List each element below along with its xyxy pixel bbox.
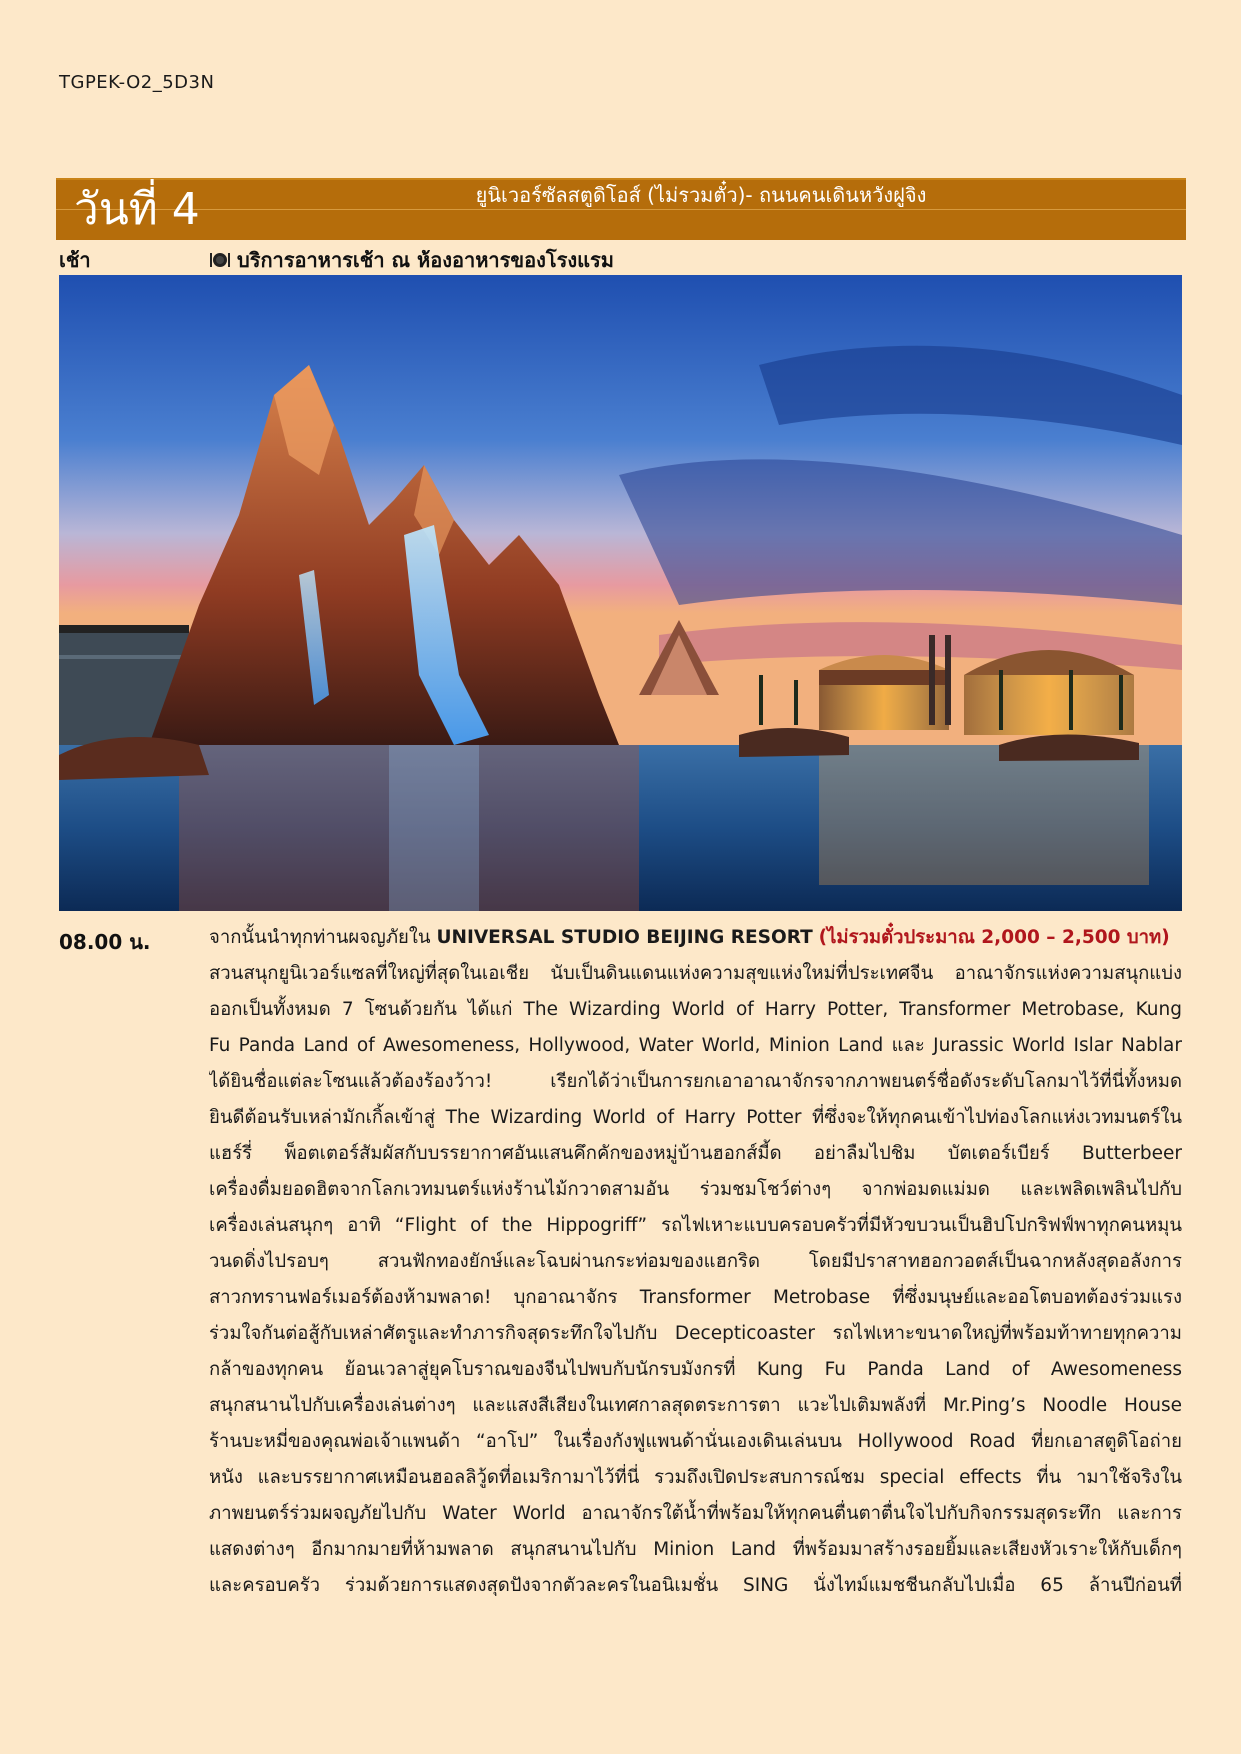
description-line: แสดงต่างๆ อีกมากมายที่ห้ามพลาด สนุกสนานไปกับ Minion Land ที่พร้อมมาสร้างรอยยิ้มและเสียงหัวเราะให้กับเด็กๆ xyxy=(209,1539,1182,1560)
description-line: เครื่องดื่มยอดฮิตจากโลกเวทมนตร์แห่งร้านไม้กวาดสามอัน ร่วมชมโชว์ต่างๆ จากพ่อมดแม่มด และเพลิดเพลินไปกับ xyxy=(209,1179,1182,1200)
description-line: สวนสนุกยูนิเวอร์แซลที่ใหญ่ที่สุดในเอเชีย นับเป็นดินแดนแห่งความสุขแห่งใหม่ที่ประเทศจีน อาณาจักรแห่งความสนุกแบ่ง xyxy=(209,963,1182,984)
intro-text: จากนั้นนำทุกท่านผจญภัยใน xyxy=(209,927,431,948)
description-line: และครอบครัว ร่วมด้วยการแสดงสุดปังจากตัวละครในอนิเมชั่น SING นั่งไทม์แมชชีนกลับไปเมื่อ 65 ล้านปีก่อนที่ xyxy=(209,1575,1182,1596)
morning-label: เช้า xyxy=(59,248,91,272)
theme-park-photo xyxy=(59,275,1182,911)
tour-code: TGPEK-O2_5D3N xyxy=(59,72,215,93)
day-title: ยูนิเวอร์ซัลสตูดิโอส์ (ไม่รวมตั๋ว)- ถนนคนเดินหวังฝูจิง xyxy=(475,183,927,207)
day-label: วันที่ 4 xyxy=(74,184,200,235)
description-line: ภาพยนตร์ร่วมผจญภัยไปกับ Water World อาณาจักรใต้น้ำที่พร้อมให้ทุกคนตื่นตาตื่นใจไปกับกิจกรรมสุดระทึก และการ xyxy=(209,1503,1182,1524)
time-label: 08.00 น. xyxy=(59,930,151,954)
description-line: กล้าของทุกคน ย้อนเวลาสู่ยุคโบราณของจีนไปพบกับนักรบมังกรที่ Kung Fu Panda Land of Awesomeness xyxy=(209,1359,1182,1380)
description-line: สาวกทรานฟอร์เมอร์ต้องห้ามพลาด! บุกอาณาจักร Transformer Metrobase ที่ซึ่งมนุษย์และออโตบอทต้องร่วมแรง xyxy=(209,1287,1182,1308)
description-line: สนุกสนานไปกับเครื่องเล่นต่างๆ และแสงสีเสียงในเทศกาลสุดตระการตา แวะไปเติมพลังที่ Mr.Ping’s Noodle House xyxy=(209,1395,1182,1416)
description-lines xyxy=(209,956,1182,1604)
breakfast-item xyxy=(209,244,614,276)
description-line: ได้ยินชื่อแต่ละโซนแล้วต้องร้องว้าว! เรียกได้ว่าเป็นการยกเอาอาณาจักรจากภาพยนตร์ชื่อดังระดับโลกมาไว้ที่นี่ทั้งหมด xyxy=(209,1071,1182,1092)
description-line: ยินดีต้อนรับเหล่ามักเกิ้ลเข้าสู่ The Wizarding World of Harry Potter ที่ซึ่งจะให้ทุกคนเข้าไปท่องโลกแห่งเวทมนตร์ใน xyxy=(209,1107,1182,1128)
resort-name: UNIVERSAL STUDIO BEIJING RESORT xyxy=(436,927,813,948)
itinerary-description xyxy=(209,920,1182,1604)
description-line: วนดดิ่งไปรอบๆ สวนฟักทองยักษ์และโฉบผ่านกระท่อมของแฮกริด โดยมีปราสาทฮอกวอตส์เป็นฉากหลังสุดอลังการ xyxy=(209,1251,1182,1272)
description-line: ร้านบะหมี่ของคุณพ่อเจ้าแพนด้า “อาโป” ในเรื่องกังฟูแพนด้านั่นเองเดินเล่นบน Hollywood Road ที่ยกเอาสตูดิโอถ่าย xyxy=(209,1431,1182,1452)
description-line: แฮร์รี่ พ็อตเตอร์สัมผัสกับบรรยากาศอันแสนคึกคักของหมู่บ้านฮอกส์มี้ด อย่าลืมไปชิม บัตเตอร์เบียร์ Butterbeer xyxy=(209,1143,1182,1164)
meal-icon xyxy=(209,250,231,270)
description-line: ร่วมใจกันต่อสู้กับเหล่าศัตรูและทำภารกิจสุดระทึกใจไปกับ Decepticoaster รถไฟเหาะขนาดใหญ่ที่พร้อมท้าทายทุกความ xyxy=(209,1323,1182,1344)
description-line: Fu Panda Land of Awesomeness, Hollywood, Water World, Minion Land และ Jurassic World Islar Nablar xyxy=(209,1035,1182,1056)
day-header-bar xyxy=(56,178,1186,240)
breakfast-text: บริการอาหารเช้า ณ ห้องอาหารของโรงแรม xyxy=(237,248,614,272)
description-line: ออกเป็นทั้งหมด 7 โซนด้วยกัน ได้แก่ The Wizarding World of Harry Potter, Transformer Metrobase, Kung xyxy=(209,999,1182,1020)
description-line xyxy=(209,920,1182,956)
description-line: หนัง และบรรยากาศเหมือนฮอลลิวู้ดที่อเมริกามาไว้ที่นี่ รวมถึงเปิดประสบการณ์ชม special effects ที่น ามาใช้จริงใน xyxy=(209,1467,1182,1488)
description-line: เครื่องเล่นสนุกๆ อาทิ “Flight of the Hippogriff” รถไฟเหาะแบบครอบครัวที่มีหัวขบวนเป็นฮิปโปกริฟฟ์พาทุกคนหมุน xyxy=(209,1215,1182,1236)
price-note: (ไม่รวมตั๋วประมาณ 2,000 – 2,500 บาท) xyxy=(818,927,1170,948)
